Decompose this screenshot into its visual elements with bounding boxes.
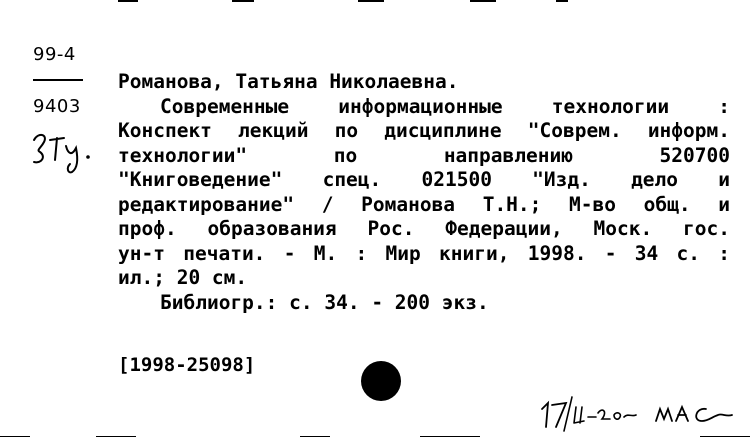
entry-line-7: ун-т печати. - М. : Мир книги, 1998. - 34 с. : bbox=[118, 241, 730, 265]
entry-line-1: Современные информационные технологии : bbox=[160, 94, 730, 118]
punch-hole bbox=[361, 361, 401, 401]
call-number-bottom: 9403 bbox=[33, 96, 81, 117]
entry-line-4: "Книговедение" спец. 021500 "Изд. дело и bbox=[118, 168, 730, 191]
call-number-divider bbox=[33, 79, 83, 81]
card-top-edge bbox=[0, 0, 750, 3]
record-id: [1998-25098] bbox=[118, 354, 256, 376]
handwritten-call-mark bbox=[28, 126, 98, 176]
card-bottom-edge bbox=[0, 436, 750, 439]
bibliographic-entry bbox=[118, 70, 730, 315]
entry-line-6: проф. образования Рос. Федерации, Моск. гос. bbox=[118, 217, 730, 240]
entry-line-8: ил.; 20 см. bbox=[118, 266, 248, 289]
entry-line-5: редактирование" / Романова Т.Н.; М-во общ. и bbox=[118, 192, 730, 216]
call-number-top: 99-4 bbox=[33, 44, 76, 65]
entry-bibliography: Библиогр.: с. 34. - 200 экз. bbox=[160, 290, 489, 314]
entry-heading: Романова, Татьяна Николаевна. bbox=[118, 70, 459, 93]
entry-line-3: технологии" по направлению 520700 bbox=[118, 143, 730, 167]
handwritten-date-note bbox=[536, 393, 736, 433]
entry-line-2: Конспект лекций по дисциплине "Соврем. информ. bbox=[118, 119, 730, 142]
